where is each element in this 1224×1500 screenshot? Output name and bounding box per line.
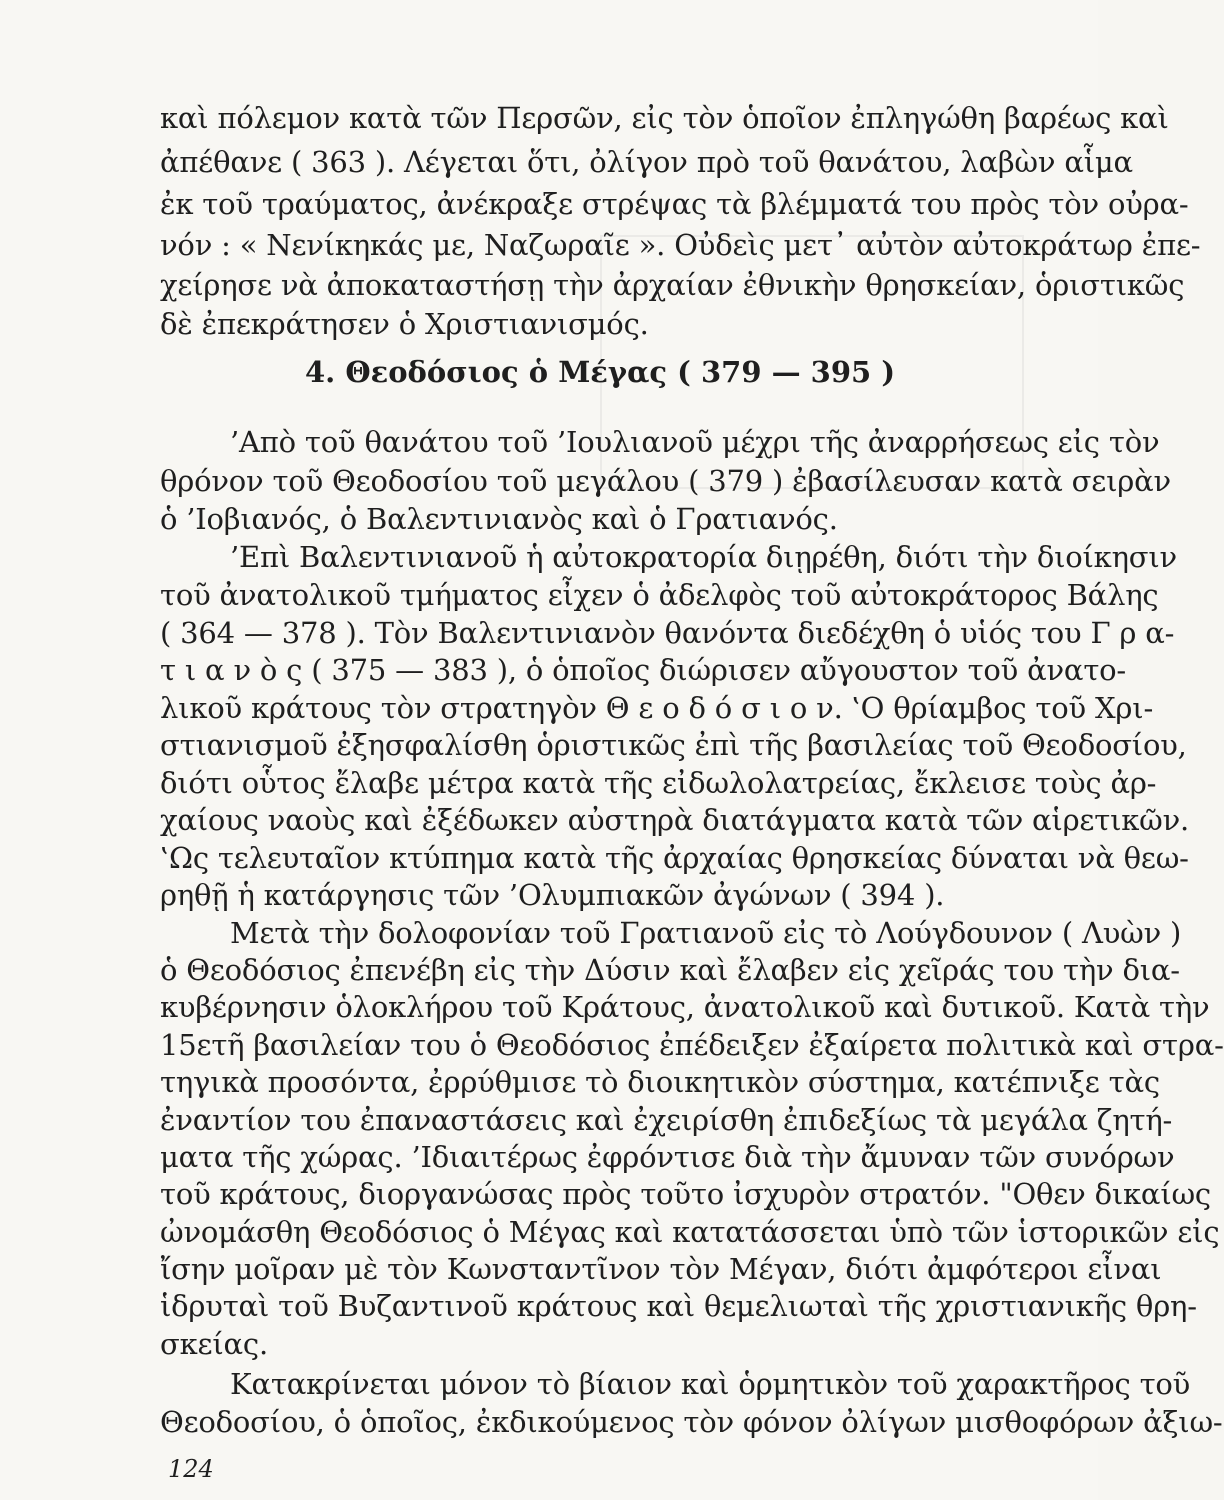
text-line-32: Κατακρίνεται μόνον τὸ βίαιον καὶ ὁρμητικὸν τοῦ χαρακτῆρος τοῦ bbox=[230, 1367, 1191, 1401]
text-line-15: στιανισμοῦ ἐξησφαλίσθη ὁριστικῶς ἐπὶ τῆς βασιλείας τοῦ Θεοδοσίου, bbox=[160, 728, 1187, 762]
text-line-22: κυβέρνησιν ὁλοκλήρου τοῦ Κράτους, ἀνατολικοῦ καὶ δυτικοῦ. Κατὰ τὴν bbox=[160, 990, 1210, 1024]
page-number: 124 bbox=[168, 1455, 214, 1483]
section-heading: 4. Θεοδόσιος ὁ Μέγας ( 379 — 395 ) bbox=[304, 355, 896, 389]
text-line-10: ’Επὶ Βαλεντινιανοῦ ἡ αὐτοκρατορία διῃρέθη, διότι τὴν διοίκησιν bbox=[230, 540, 1177, 574]
text-line-2: ἀπέθανε ( 363 ). Λέγεται ὅτι, ὀλίγον πρὸ τοῦ θανάτου, λαβὼν αἷμα bbox=[160, 145, 1133, 179]
text-line-31: σκείας. bbox=[160, 1327, 268, 1361]
text-line-13: τ ι α ν ὸ ς ( 375 — 383 ), ὁ ὁποῖος διώρισεν αὔγουστον τοῦ ἀνατο- bbox=[160, 653, 1127, 687]
text-line-33: Θεοδοσίου, ὁ ὁποῖος, ἐκδικούμενος τὸν φόνον ὀλίγων μισθοφόρων ἀξιω- bbox=[160, 1405, 1223, 1439]
text-line-5: χείρησε νὰ ἀποκαταστήσῃ τὴν ἀρχαίαν ἐθνικὴν θρησκείαν, ὁριστικῶς bbox=[160, 268, 1185, 302]
text-line-21: ὁ Θεοδόσιος ἐπενέβη εἰς τὴν Δύσιν καὶ ἔλαβεν εἰς χεῖράς του τὴν δια- bbox=[160, 953, 1180, 987]
text-line-16: διότι οὗτος ἔλαβε μέτρα κατὰ τῆς εἰδωλολατρείας, ἔκλεισε τοὺς ἀρ- bbox=[160, 766, 1157, 800]
text-line-25: ἐναντίον του ἐπαναστάσεις καὶ ἐχειρίσθη ἐπιδεξίως τὰ μεγάλα ζητή- bbox=[160, 1103, 1173, 1137]
text-line-6: δὲ ἐπεκράτησεν ὁ Χριστιανισμός. bbox=[160, 307, 649, 341]
text-line-17: χαίους ναοὺς καὶ ἐξέδωκεν αὐστηρὰ διατάγματα κατὰ τῶν αἱρετικῶν. bbox=[160, 803, 1190, 837]
text-line-29: ἴσην μοῖραν μὲ τὸν Κωνσταντῖνον τὸν Μέγαν, διότι ἀμφότεροι εἶναι bbox=[160, 1252, 1162, 1286]
text-line-24: τηγικὰ προσόντα, ἐρρύθμισε τὸ διοικητικὸν σύστημα, κατέπνιξε τὰς bbox=[160, 1065, 1160, 1099]
text-line-28: ὠνομάσθη Θεοδόσιος ὁ Μέγας καὶ κατατάσσεται ὑπὸ τῶν ἱστορικῶν εἰς bbox=[160, 1215, 1220, 1249]
text-line-8: θρόνον τοῦ Θεοδοσίου τοῦ μεγάλου ( 379 ) ἐβασίλευσαν κατὰ σειρὰν bbox=[160, 464, 1171, 498]
text-line-12: ( 364 — 378 ). Τὸν Βαλεντινιανὸν θανόντα διεδέχθη ὁ υἱός του Γ ρ α- bbox=[160, 616, 1175, 650]
text-line-27: τοῦ κράτους, διοργανώσας πρὸς τοῦτο ἰσχυρὸν στρατόν. "Οθεν δικαίως bbox=[160, 1177, 1211, 1211]
text-line-7: ’Απὸ τοῦ θανάτου τοῦ ’Ιουλιανοῦ μέχρι τῆς ἀναρρήσεως εἰς τὸν bbox=[230, 425, 1160, 459]
text-line-3: ἐκ τοῦ τραύματος, ἀνέκραξε στρέψας τὰ βλέμματά του πρὸς τὸν οὐρα- bbox=[160, 187, 1189, 221]
text-line-19: ρηθῇ ἡ κατάργησις τῶν ’Ολυμπιακῶν ἀγώνων ( 394 ). bbox=[160, 878, 945, 912]
text-line-26: ματα τῆς χώρας. ’Ιδιαιτέρως ἐφρόντισε διὰ τὴν ἄμυναν τῶν συνόρων bbox=[160, 1140, 1175, 1174]
text-line-18: ‛Ως τελευταῖον κτύπημα κατὰ τῆς ἀρχαίας θρησκείας δύναται νὰ θεω- bbox=[160, 841, 1189, 875]
text-line-1: καὶ πόλεμον κατὰ τῶν Περσῶν, εἰς τὸν ὁποῖον ἐπληγώθη βαρέως καὶ bbox=[160, 101, 1169, 135]
text-line-20: Μετὰ τὴν δολοφονίαν τοῦ Γρατιανοῦ εἰς τὸ Λούγδουνον ( Λυὼν ) bbox=[230, 916, 1182, 950]
text-line-30: ἱδρυταὶ τοῦ Βυζαντινοῦ κράτους καὶ θεμελιωταὶ τῆς χριστιανικῆς θρη- bbox=[160, 1289, 1197, 1323]
text-line-23: 15ετῆ βασιλείαν του ὁ Θεοδόσιος ἐπέδειξεν ἐξαίρετα πολιτικὰ καὶ στρα- bbox=[160, 1028, 1224, 1062]
text-line-11: τοῦ ἀνατολικοῦ τμήματος εἶχεν ὁ ἀδελφὸς τοῦ αὐτοκράτορος Βάλης bbox=[160, 578, 1159, 612]
text-line-14: λικοῦ κράτους τὸν στρατηγὸν Θ ε ο δ ό σ ι ο ν. ‛Ο θρίαμβος τοῦ Χρι- bbox=[160, 691, 1154, 725]
text-line-4: νόν : « Νενίκηκάς με, Ναζωραῖε ». Οὐδεὶς μετ᾽ αὐτὸν αὐτοκράτωρ ἐπε- bbox=[160, 228, 1201, 262]
text-line-9: ὁ ’Ιοβιανός, ὁ Βαλεντινιανὸς καὶ ὁ Γρατιανός. bbox=[160, 502, 838, 536]
